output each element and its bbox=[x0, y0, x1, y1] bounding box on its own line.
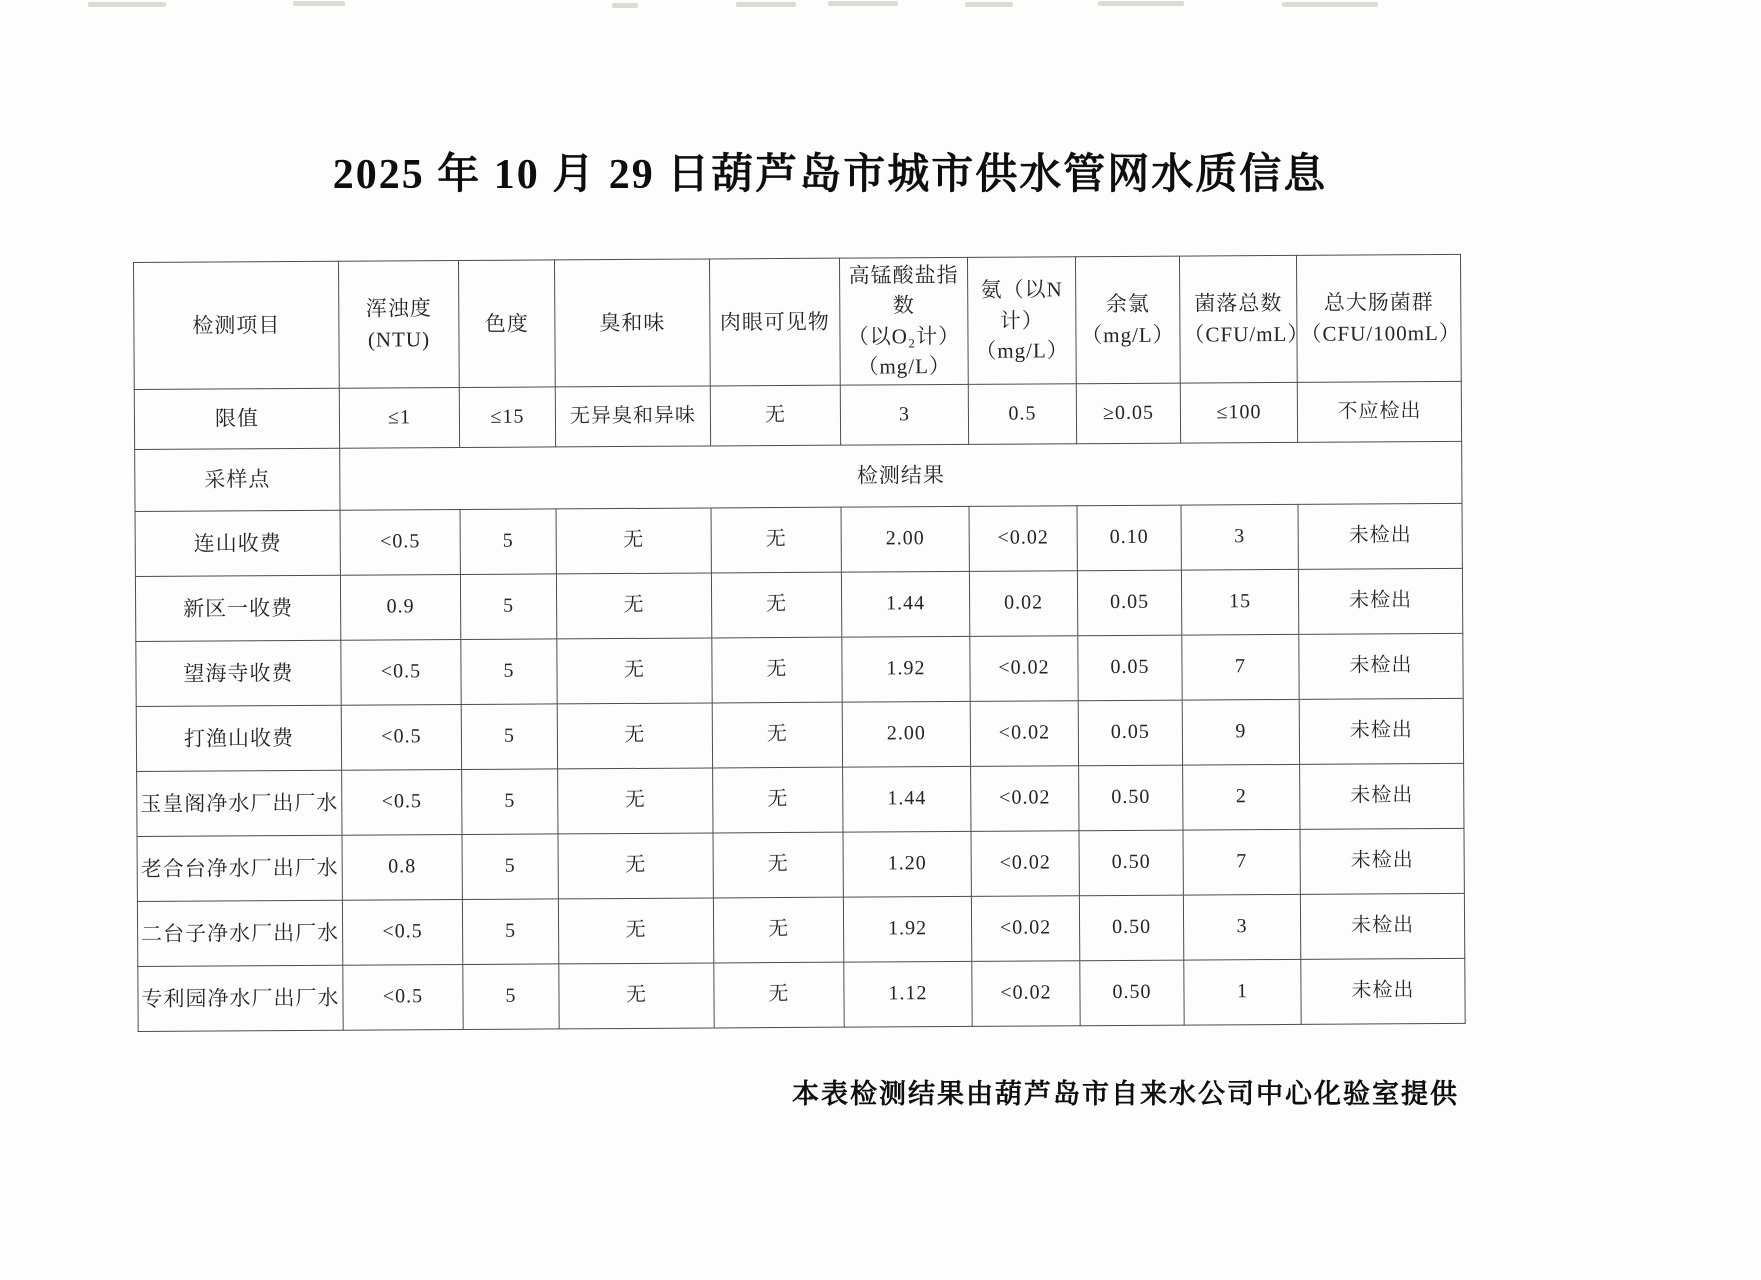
result-cell: 未检出 bbox=[1300, 893, 1464, 959]
result-cell: 无 bbox=[713, 897, 843, 963]
result-cell: 7 bbox=[1183, 829, 1300, 895]
result-cell: 1.92 bbox=[843, 896, 971, 962]
sampling-row-label: 采样点 bbox=[135, 448, 340, 511]
result-cell: 未检出 bbox=[1299, 633, 1463, 699]
result-cell: 无 bbox=[558, 833, 713, 899]
limit-cell: 不应检出 bbox=[1297, 381, 1461, 442]
result-cell: 无 bbox=[556, 573, 711, 639]
header-cell-turbidity: 浑浊度(NTU) bbox=[338, 261, 459, 388]
row-name: 专利园净水厂出厂水 bbox=[138, 965, 343, 1031]
result-cell: 0.50 bbox=[1079, 895, 1183, 961]
scan-artifact bbox=[828, 1, 898, 6]
result-cell: 5 bbox=[460, 574, 556, 640]
result-cell: 无 bbox=[711, 572, 841, 638]
result-cell: 未检出 bbox=[1298, 568, 1462, 634]
table-row bbox=[136, 698, 1463, 771]
header-cell-ammonia: 氨（以N计） （mg/L） bbox=[967, 257, 1076, 384]
scan-artifact bbox=[293, 1, 345, 6]
result-cell: 0.9 bbox=[340, 574, 460, 640]
result-cell: 9 bbox=[1182, 699, 1299, 765]
result-cell: 无 bbox=[557, 638, 712, 704]
result-cell: 1.20 bbox=[843, 831, 971, 897]
result-cell: 无 bbox=[714, 962, 844, 1028]
result-cell: 0.10 bbox=[1077, 505, 1181, 571]
result-cell: 0.50 bbox=[1079, 830, 1183, 896]
limit-cell: ≤1 bbox=[339, 387, 459, 448]
row-name: 二台子净水厂出厂水 bbox=[137, 900, 342, 966]
table-row bbox=[135, 568, 1462, 641]
result-cell: 7 bbox=[1182, 634, 1299, 700]
result-cell: 5 bbox=[461, 639, 557, 705]
result-cell: <0.5 bbox=[341, 704, 461, 770]
result-cell: 2 bbox=[1183, 764, 1300, 830]
scan-artifact bbox=[1282, 2, 1378, 7]
sampling-point-row bbox=[135, 441, 1462, 511]
header-cell-coliform: 总大肠菌群 （CFU/100mL） bbox=[1296, 254, 1461, 382]
scan-artifact bbox=[88, 2, 166, 7]
header-cell-color: 色度 bbox=[458, 260, 555, 387]
result-cell: 无 bbox=[558, 898, 713, 964]
result-cell: 5 bbox=[460, 509, 556, 575]
limit-cell: 无 bbox=[710, 385, 840, 446]
header-cell-chlorine: 余氯 （mg/L） bbox=[1075, 256, 1180, 383]
limit-cell: ≤15 bbox=[459, 387, 555, 448]
table-row bbox=[137, 828, 1464, 901]
row-name: 望海寺收费 bbox=[136, 640, 341, 706]
table-row bbox=[135, 503, 1462, 576]
result-cell: 0.05 bbox=[1077, 570, 1181, 636]
header-cell-item: 检测项目 bbox=[134, 261, 340, 389]
result-cell: 无 bbox=[713, 767, 843, 833]
result-cell: <0.02 bbox=[971, 765, 1079, 831]
table-row bbox=[137, 763, 1464, 836]
result-cell: 1.44 bbox=[843, 766, 971, 832]
result-cell: 0.8 bbox=[342, 834, 462, 900]
result-cell: 0.50 bbox=[1080, 960, 1184, 1026]
table-row bbox=[136, 633, 1463, 706]
row-name: 连山收费 bbox=[135, 510, 340, 576]
row-name: 新区一收费 bbox=[135, 575, 340, 641]
scan-artifact bbox=[1098, 1, 1184, 6]
result-cell: 5 bbox=[462, 834, 558, 900]
limit-cell: 0.5 bbox=[968, 383, 1076, 444]
header-cell-permanganate: 高锰酸盐指数 （以O₂计） （mg/L） bbox=[839, 257, 968, 385]
result-cell: <0.5 bbox=[340, 509, 460, 575]
table-row bbox=[138, 958, 1465, 1031]
result-cell: 15 bbox=[1181, 569, 1298, 635]
scan-artifact bbox=[736, 2, 796, 7]
row-name: 玉皇阁净水厂出厂水 bbox=[137, 770, 342, 836]
limit-row bbox=[134, 381, 1461, 449]
result-cell: 0.02 bbox=[969, 570, 1077, 636]
result-cell: 5 bbox=[463, 964, 559, 1030]
result-cell: 1.92 bbox=[842, 636, 970, 702]
result-cell: <0.02 bbox=[972, 960, 1080, 1026]
result-cell: <0.02 bbox=[969, 505, 1077, 571]
limit-cell: ≥0.05 bbox=[1076, 383, 1180, 444]
result-cell: <0.02 bbox=[970, 635, 1078, 701]
result-cell: <0.5 bbox=[341, 639, 461, 705]
result-cell: 无 bbox=[711, 507, 841, 573]
header-row bbox=[134, 254, 1462, 389]
result-cell: 无 bbox=[559, 963, 714, 1029]
result-cell: 无 bbox=[713, 832, 843, 898]
header-cell-odor: 臭和味 bbox=[554, 259, 710, 387]
footer-note: 本表检测结果由葫芦岛市自来水公司中心化验室提供 bbox=[792, 1079, 1459, 1109]
result-cell: 5 bbox=[462, 899, 558, 965]
result-cell: 无 bbox=[712, 637, 842, 703]
result-cell: 未检出 bbox=[1301, 958, 1465, 1024]
limit-cell: 无异臭和异味 bbox=[555, 386, 710, 447]
result-cell: 1 bbox=[1184, 959, 1301, 1025]
result-cell: 无 bbox=[558, 768, 713, 834]
row-name: 老合台净水厂出厂水 bbox=[137, 835, 342, 901]
result-cell: 0.05 bbox=[1078, 700, 1182, 766]
result-cell: <0.5 bbox=[342, 899, 462, 965]
result-cell: 3 bbox=[1181, 504, 1298, 570]
result-cell: 无 bbox=[712, 702, 842, 768]
result-cell: 5 bbox=[462, 769, 558, 835]
result-cell: 未检出 bbox=[1300, 828, 1464, 894]
page-title: 2025 年 10 月 29 日葫芦岛市城市供水管网水质信息 bbox=[332, 152, 1328, 198]
result-cell: 0.05 bbox=[1078, 635, 1182, 701]
result-cell: 无 bbox=[557, 703, 712, 769]
limit-row-label: 限值 bbox=[134, 388, 339, 449]
result-cell: 1.12 bbox=[844, 961, 972, 1027]
result-cell: <0.5 bbox=[343, 964, 463, 1030]
result-cell: 未检出 bbox=[1300, 763, 1464, 829]
result-cell: 2.00 bbox=[841, 506, 969, 572]
result-cell: 5 bbox=[461, 704, 557, 770]
result-cell: 未检出 bbox=[1299, 698, 1463, 764]
header-cell-colony: 菌落总数 （CFU/mL） bbox=[1179, 255, 1297, 382]
result-cell: 2.00 bbox=[842, 701, 970, 767]
water-quality-table bbox=[133, 254, 1466, 1032]
result-cell: 3 bbox=[1183, 894, 1300, 960]
scan-artifact bbox=[612, 3, 638, 8]
result-cell: 1.44 bbox=[841, 571, 969, 637]
result-cell: <0.5 bbox=[342, 769, 462, 835]
scan-artifact bbox=[965, 2, 1013, 7]
limit-cell: ≤100 bbox=[1180, 382, 1297, 443]
result-cell: 无 bbox=[556, 508, 711, 574]
result-cell: <0.02 bbox=[971, 895, 1079, 961]
sampling-row-span: 检测结果 bbox=[340, 441, 1462, 510]
result-cell: <0.02 bbox=[971, 830, 1079, 896]
result-cell: 未检出 bbox=[1298, 503, 1462, 569]
limit-cell: 3 bbox=[840, 384, 968, 445]
table-row bbox=[137, 893, 1464, 966]
result-cell: 0.50 bbox=[1079, 765, 1183, 831]
row-name: 打渔山收费 bbox=[136, 705, 341, 771]
header-cell-visible: 肉眼可见物 bbox=[709, 258, 840, 386]
result-cell: <0.02 bbox=[970, 700, 1078, 766]
